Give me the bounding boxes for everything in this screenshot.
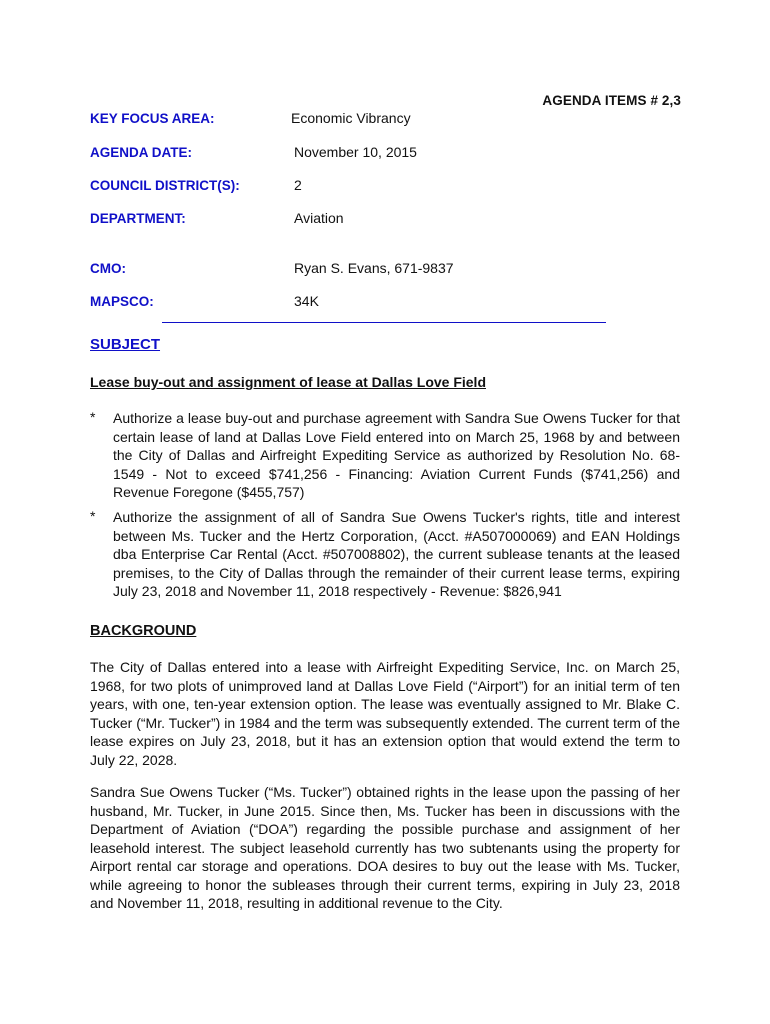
background-paragraph-2: Sandra Sue Owens Tucker (“Ms. Tucker”) obtained rights in the lease upon the passing of her husband, Mr. Tucker, in June 2015. Since then, Ms. Tucker has been in discussions with the Department of Aviation (“DOA”) regarding the possible purchase and assignment of her leasehold interest. The subject leasehold currently has two subtenants using the property for Airport rental car storage and operations. DOA desires to buy out the lease with Ms. Tucker, while agreeing to honor the subleases through their current terms, expiring in July 23, 2018 and November 11, 2018, resulting in additional revenue to the City. [90, 784, 680, 911]
bullet-marker: * [90, 508, 96, 524]
background-paragraph-1: The City of Dallas entered into a lease with Airfreight Expediting Service, Inc. on March 25, 1968, for two plots of unimproved land at Dallas Love Field (“Airport”) for an initial term of ten years, with one, ten-year extension option. The lease was eventually assigned to Mr. Blake C. Tucker (“Mr. Tucker”) in 1984 and the term was subsequently extended. The current term of the lease expires on July 23, 2018, but it has an extension option that would extend the term to July 22, 2028. [90, 659, 680, 768]
bullet-marker: * [90, 409, 96, 425]
mapsco-label: MAPSCO: [90, 294, 154, 309]
key-focus-area-value: Economic Vibrancy [291, 110, 411, 126]
background-heading: BACKGROUND [90, 623, 197, 639]
department-label: DEPARTMENT: [90, 211, 186, 226]
mapsco-value: 34K [294, 293, 319, 309]
cmo-value: Ryan S. Evans, 671-9837 [294, 260, 454, 276]
council-districts-value: 2 [294, 177, 302, 193]
subject-heading: SUBJECT [90, 336, 161, 353]
bullet-text: Authorize a lease buy-out and purchase agreement with Sandra Sue Owens Tucker for that certain lease of land at Dallas Love Field entered into on March 25, 1968 by and between the City of Dallas and Airfreight Expediting Service as authorized by Resolution No. 68-1549 - Not to exceed $741,256 - Financing: Aviation Current Funds ($741,256) and Revenue Foregone ($455,757) [113, 410, 680, 500]
council-districts-label: COUNCIL DISTRICT(S): [90, 178, 240, 193]
key-focus-area-label: KEY FOCUS AREA: [90, 111, 215, 126]
agenda-items-number: AGENDA ITEMS # 2,3 [542, 93, 681, 108]
subject-title: Lease buy-out and assignment of lease at Dallas Love Field [90, 374, 486, 390]
agenda-date-label: AGENDA DATE: [90, 145, 192, 160]
bullet-text: Authorize the assignment of all of Sandra Sue Owens Tucker's rights, title and interest between Ms. Tucker and the Hertz Corporation, (Acct. #A507000069) and EAN Holdings dba Enterprise Car Rental (Acct. #507008802), the current sublease tenants at the leased premises, to the City of Dallas through the remainder of their current lease terms, expiring July 23, 2018 and November 11, 2018 respectively - Revenue: $826,941 [113, 509, 680, 599]
cmo-label: CMO: [90, 261, 126, 276]
agenda-date-value: November 10, 2015 [294, 144, 417, 160]
header-divider [162, 322, 606, 323]
department-value: Aviation [294, 210, 344, 226]
